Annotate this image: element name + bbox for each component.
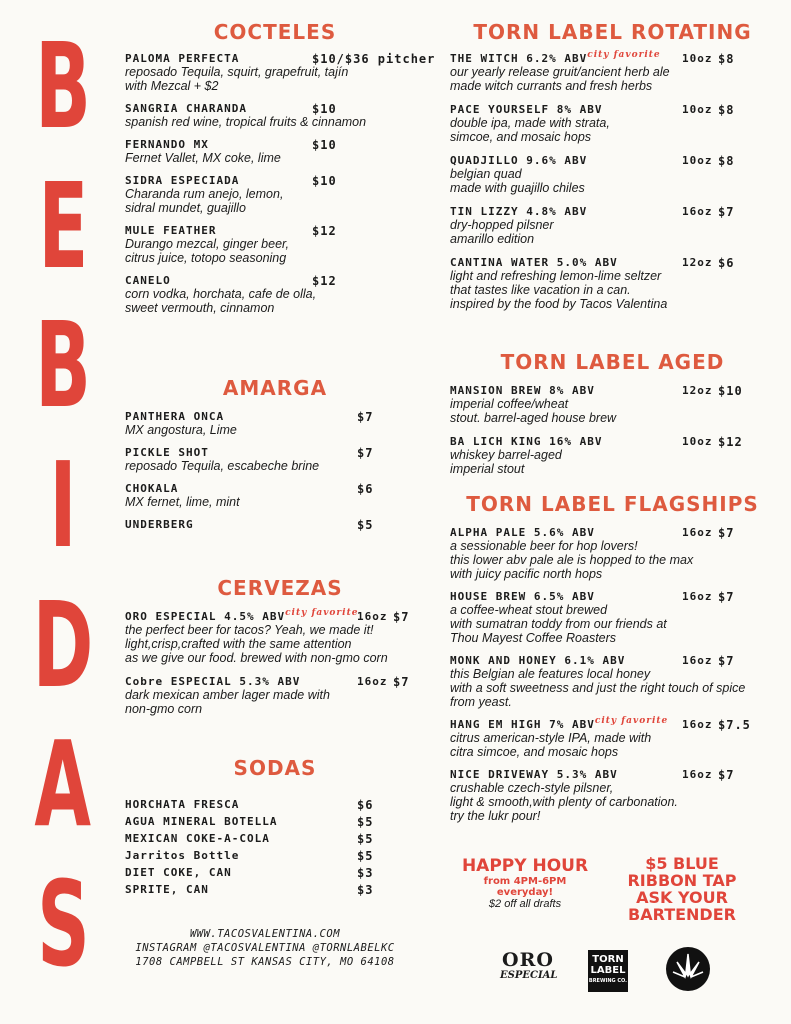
menu-item (125, 798, 425, 811)
item-description: light and refreshing lemon-lime seltzer that tastes like vacation in a can. inspired by the food by Tacos Valentina (450, 269, 668, 311)
menu-item (125, 274, 425, 315)
item-name-text: PICKLE SHOT (125, 446, 209, 459)
title-letter: B (35, 17, 91, 155)
item-price: $10 (312, 138, 337, 152)
item-description: citrus american-style IPA, made with citra simcoe, and mosaic hops (450, 731, 652, 759)
section-title: TORN LABEL ROTATING (473, 20, 752, 44)
item-size: 10oz (682, 103, 713, 116)
item-description: a sessionable beer for hop lovers! this lower abv pale ale is hopped to the max with juicy pacific north hops (450, 539, 694, 581)
item-name-text: PALOMA PERFECTA (125, 52, 240, 65)
menu-item (125, 138, 425, 165)
item-name (125, 849, 425, 862)
item-name-text: THE WITCH 6.2% ABV (450, 52, 588, 65)
item-description: MX fernet, lime, mint (125, 495, 240, 509)
menu-item (450, 52, 775, 93)
item-description: Durango mezcal, ginger beer, citrus juice, totopo seasoning (125, 237, 289, 265)
menu-item (125, 52, 436, 93)
item-name (125, 883, 425, 896)
item-size: 10oz (682, 435, 713, 448)
item-description: a coffee-wheat stout brewed with sumatran toddy from our friends at Thou Mayest Coffee Roasters (450, 603, 667, 645)
item-name-text: PACE YOURSELF 8% ABV (450, 103, 603, 116)
item-name-text: CHOKALA (125, 482, 179, 495)
menu-item (125, 866, 425, 879)
item-name-text: MULE FEATHER (125, 224, 217, 237)
cocteles-section (125, 20, 436, 324)
menu-item (450, 103, 775, 144)
item-name-text: DIET COKE, CAN (125, 866, 232, 879)
item-price: $8 (718, 103, 735, 117)
title-letter: E (38, 156, 88, 295)
item-name (125, 815, 425, 828)
title-letter: I (49, 435, 77, 574)
item-name-text: AGUA MINERAL BOTELLA (125, 815, 278, 828)
rotating-section (450, 20, 775, 321)
item-description: reposado Tequila, escabeche brine (125, 459, 320, 473)
item-name-text: NICE DRIVEWAY 5.3% ABV (450, 768, 618, 781)
item-name-text: MONK AND HONEY 6.1% ABV (450, 654, 626, 667)
item-name (125, 866, 425, 879)
menu-item (125, 482, 425, 509)
item-price: $7 (718, 654, 735, 668)
promo-line: ASK YOUR (636, 888, 728, 907)
item-size: 10oz (682, 52, 713, 65)
title-letter: B (35, 296, 91, 435)
item-price: $12 (312, 224, 337, 238)
item-size: 16oz (682, 768, 713, 781)
item-name (125, 52, 436, 66)
item-size: 16oz (357, 675, 388, 688)
happy-hour-deal: $2 off all drafts (488, 898, 562, 910)
footer-info (120, 927, 410, 969)
city-favorite-badge: city favorite (594, 716, 669, 726)
menu-item (125, 815, 425, 828)
item-price: $10 (718, 384, 743, 398)
item-name-text: SPRITE, CAN (125, 883, 209, 896)
instagram-handles: INSTAGRAM @TACOSVALENTINA @TORNLABELKC (135, 942, 395, 954)
item-name (125, 482, 425, 495)
menu-item (450, 205, 775, 246)
item-name-text: MEXICAN COKE-A-COLA (125, 832, 270, 845)
menu-item (450, 154, 775, 195)
item-name (125, 446, 425, 459)
menu-item (125, 174, 425, 215)
item-name (125, 138, 425, 151)
section-title: AMARGA (222, 376, 328, 400)
city-favorite-badge: city favorite (285, 608, 359, 618)
item-name (450, 52, 775, 65)
menu-item (125, 832, 425, 845)
item-name (450, 154, 775, 167)
cervezas-section (125, 576, 435, 726)
menu-item (125, 102, 425, 129)
item-name (125, 518, 425, 531)
aged-section (450, 350, 775, 486)
item-price: $10 (312, 174, 337, 188)
item-description: the perfect beer for tacos? Yeah, we made it! light,crisp,crafted with the same attention as we give our food. brewed with non-gmo corn (125, 623, 388, 665)
item-price: $7 (718, 590, 735, 604)
item-description: our yearly release gruit/ancient herb ale made witch currants and fresh herbs (450, 65, 670, 93)
item-name-text: HORCHATA FRESCA (125, 798, 240, 811)
item-price: $12 (312, 274, 337, 288)
item-name-text: BA LICH KING 16% ABV (450, 435, 603, 448)
section-title: SODAS (233, 756, 317, 780)
item-description: Charanda rum anejo, lemon, sidral mundet, guajillo (125, 187, 284, 215)
item-size: 16oz (682, 590, 713, 603)
section-title: TORN LABEL AGED (500, 350, 725, 374)
title-letter: A (34, 715, 92, 854)
item-name-text: CANELO (125, 274, 171, 287)
item-name-text: HOUSE BREW 6.5% ABV (450, 590, 595, 603)
menu-item (450, 654, 775, 709)
item-name-text: HANG EM HIGH 7% ABV (450, 718, 595, 731)
item-name (450, 718, 775, 731)
item-price: $7.5 (718, 718, 751, 732)
item-name-text: ALPHA PALE 5.6% ABV (450, 526, 595, 539)
item-description: this Belgian ale features local honey with a soft sweetness and just the right touch of spice from yeast. (450, 667, 746, 709)
item-name (125, 798, 425, 811)
item-name-text: TIN LIZZY 4.8% ABV (450, 205, 588, 218)
menu-item (450, 718, 775, 759)
item-description: dark mexican amber lager made with non-gmo corn (125, 688, 330, 716)
item-name (450, 526, 775, 539)
menu-item (125, 675, 435, 716)
menu-item (125, 610, 435, 665)
menu-item (450, 590, 775, 645)
item-name (125, 832, 425, 845)
item-price: $10/$36 pitcher (312, 52, 436, 66)
item-price: $10 (312, 102, 337, 116)
item-name-text: SIDRA ESPECIADA (125, 174, 240, 187)
menu-item (450, 526, 775, 581)
menu-item (450, 768, 775, 823)
item-price: $3 (357, 883, 374, 897)
item-price: $7 (718, 768, 735, 782)
menu-item (125, 446, 425, 473)
menu-item (450, 435, 775, 476)
item-name-text: MANSION BREW 8% ABV (450, 384, 595, 397)
item-name-text: QUADJILLO 9.6% ABV (450, 154, 588, 167)
item-description: corn vodka, horchata, cafe de olla, sweet vermouth, cinnamon (125, 287, 317, 315)
item-price: $8 (718, 52, 735, 66)
item-description: double ipa, made with strata, simcoe, and mosaic hops (450, 116, 610, 144)
item-size: 16oz (682, 718, 713, 731)
item-price: $7 (357, 410, 374, 424)
item-size: 10oz (682, 154, 713, 167)
amarga-section (125, 376, 425, 540)
item-name (450, 256, 775, 269)
section-title: COCTELES (213, 20, 337, 44)
item-name-text: PANTHERA ONCA (125, 410, 225, 423)
item-name (450, 435, 775, 448)
item-name-text: ORO ESPECIAL 4.5% ABV (125, 610, 286, 623)
item-price: $6 (357, 482, 374, 496)
menu-item (125, 518, 425, 531)
item-name (450, 654, 775, 667)
menu-item (450, 384, 775, 425)
item-description: Fernet Vallet, MX coke, lime (125, 151, 281, 165)
item-name-text: Cobre ESPECIAL 5.3% ABV (125, 675, 301, 688)
item-price: $6 (718, 256, 735, 270)
happy-hour-title: HAPPY HOUR (461, 856, 589, 876)
torn-label-logo: TORN LABEL BREWING CO. (588, 950, 628, 992)
item-name (125, 224, 425, 237)
title-letter: D (32, 575, 94, 714)
happy-hour-time: from 4PM-6PM everyday! (483, 876, 567, 898)
item-size: 12oz (682, 256, 713, 269)
item-name-text: Jarritos Bottle (125, 849, 240, 862)
item-name-text: FERNANDO MX (125, 138, 209, 151)
item-description: imperial coffee/wheat stout. barrel-aged house brew (450, 397, 617, 425)
item-name-text: UNDERBERG (125, 518, 194, 531)
item-description: dry-hopped pilsner amarillo edition (450, 218, 554, 246)
item-name (450, 768, 775, 781)
sodas-section (125, 756, 425, 900)
item-description: MX angostura, Lime (125, 423, 237, 437)
item-name (450, 384, 775, 397)
website-link[interactable]: WWW.TACOSVALENTINA.COM (189, 928, 341, 940)
item-name-text: CANTINA WATER 5.0% ABV (450, 256, 618, 269)
item-size: 16oz (357, 610, 388, 623)
promo-line: BARTENDER (628, 905, 736, 924)
item-price: $7 (357, 446, 374, 460)
menu-item (450, 256, 775, 311)
agave-circle-logo (665, 946, 711, 992)
item-price: $5 (357, 815, 374, 829)
item-price: $12 (718, 435, 743, 449)
item-price: $6 (357, 798, 374, 812)
item-name-text: SANGRIA CHARANDA (125, 102, 247, 115)
promo-line: RIBBON TAP (627, 871, 737, 890)
item-name (450, 590, 775, 603)
item-name (450, 103, 775, 116)
item-description: crushable czech-style pilsner, light & smooth,with plenty of carbonation. try the lukr pour! (450, 781, 678, 823)
flagships-section (450, 492, 775, 832)
item-size: 16oz (682, 526, 713, 539)
item-price: $7 (393, 675, 410, 689)
city-favorite-badge: city favorite (587, 50, 661, 60)
blue-ribbon-promo (612, 855, 752, 923)
item-description: spanish red wine, tropical fruits & cinnamon (125, 115, 367, 129)
bebidas-vertical-title (20, 17, 106, 993)
address: 1708 CAMPBELL ST KANSAS CITY, MO 64108 (135, 956, 395, 968)
section-title: CERVEZAS (217, 576, 343, 600)
item-size: 16oz (682, 205, 713, 218)
item-price: $8 (718, 154, 735, 168)
item-size: 16oz (682, 654, 713, 667)
item-name (125, 174, 425, 187)
item-name (450, 205, 775, 218)
item-price: $5 (357, 832, 374, 846)
menu-item (125, 883, 425, 896)
item-price: $7 (718, 526, 735, 540)
item-price: $3 (357, 866, 374, 880)
title-letter: S (36, 854, 90, 993)
item-description: whiskey barrel-aged imperial stout (450, 448, 562, 476)
promo-line: $5 BLUE (645, 854, 719, 873)
item-name (125, 610, 435, 623)
menu-item (125, 224, 425, 265)
section-title: TORN LABEL FLAGSHIPS (466, 492, 759, 516)
item-description: belgian quad made with guajillo chiles (450, 167, 585, 195)
item-name (125, 410, 425, 423)
item-description: reposado Tequila, squirt, grapefruit, tajín with Mezcal + $2 (125, 65, 349, 93)
item-name (125, 102, 425, 115)
item-price: $7 (718, 205, 735, 219)
item-name (125, 675, 435, 688)
menu-item (125, 410, 425, 437)
item-price: $5 (357, 518, 374, 532)
oro-especial-logo: ORO ESPECIAL (500, 949, 558, 981)
item-size: 12oz (682, 384, 713, 397)
item-price: $5 (357, 849, 374, 863)
happy-hour-box (455, 856, 595, 910)
item-name (125, 274, 425, 287)
menu-item (125, 849, 425, 862)
item-price: $7 (393, 610, 410, 624)
